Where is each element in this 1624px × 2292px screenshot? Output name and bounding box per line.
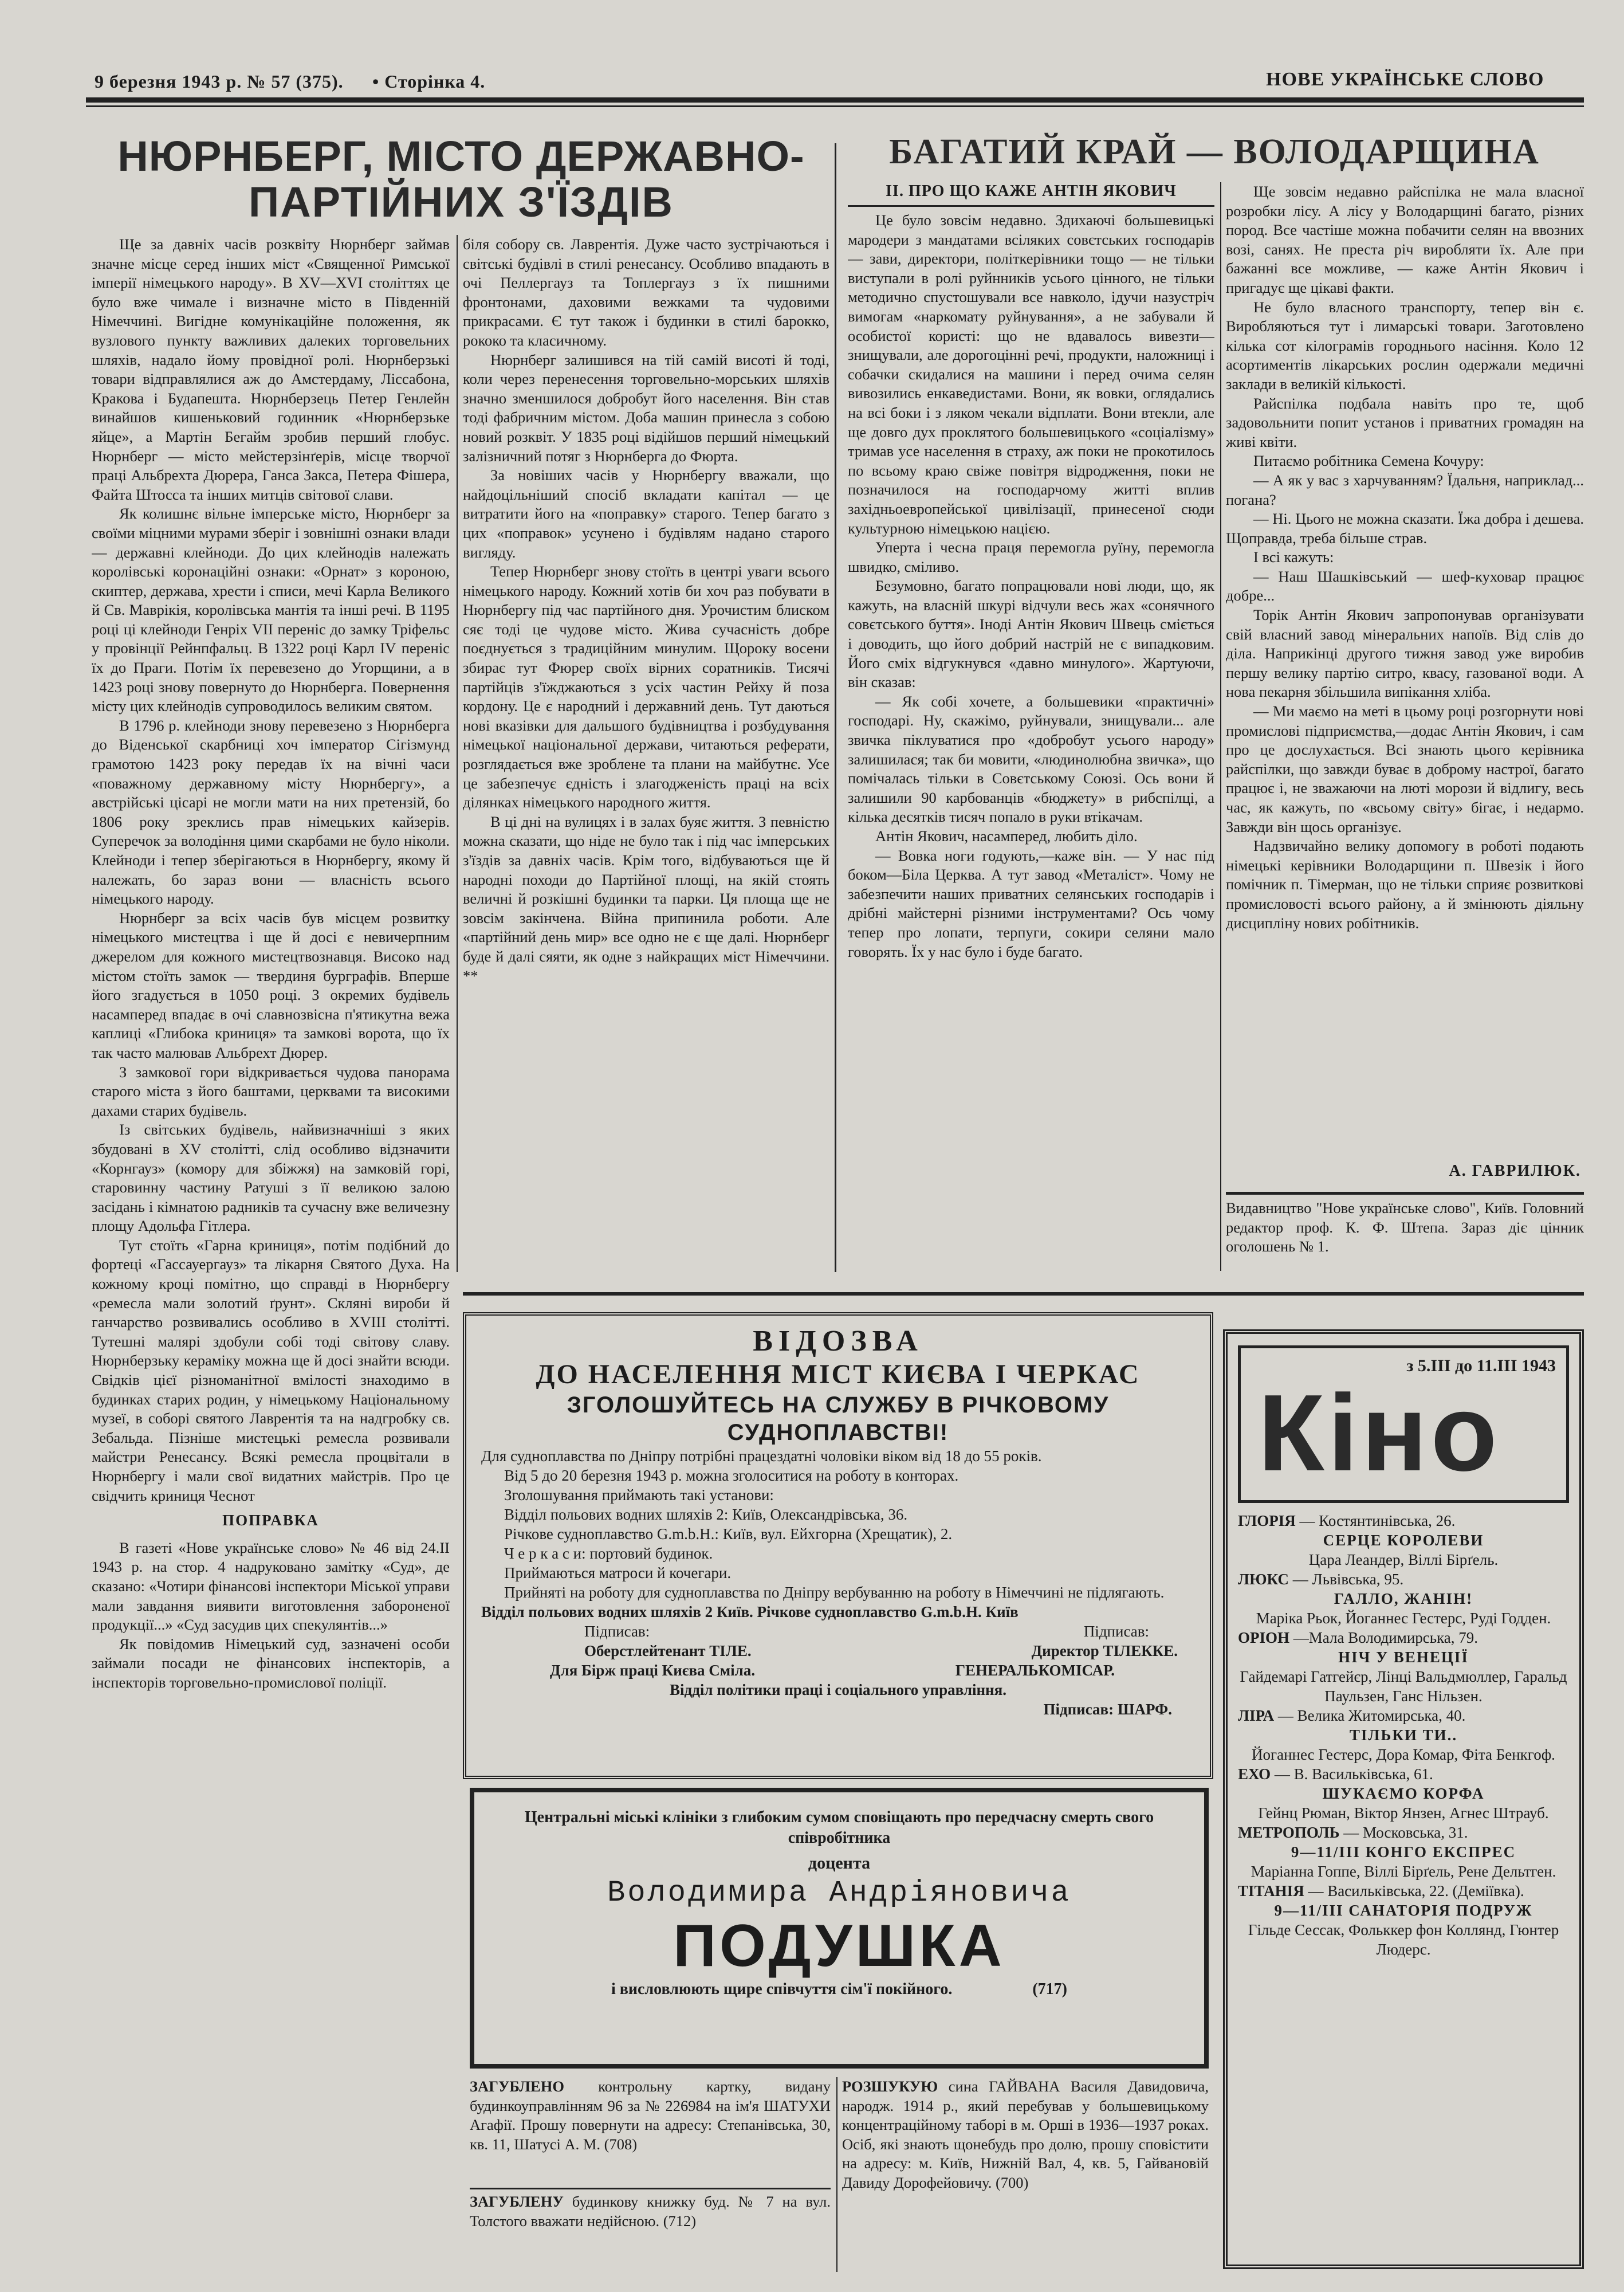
kino-actors-6: Гільде Сессак, Фольккер фон Коллянд, Гюнтер Людерс. [1248,1921,1559,1958]
a2c1-p4: Антін Якович, насамперед, любить діло. [875,827,1138,845]
procl-s4: Відділ політики праці і соціального управління. [670,1681,1006,1698]
a1c2-p3: Тепер Нюрнберг знову стоїть в центрі уваги всього німецького народу. Кожний хотів би хоч раз побувати в Нюрнбергу під час партійного дня. Урочистим блиском сяє тоді це чудове місто. Жива сучасність добре поєднується з традиційним минулим. Щороку восени збирає тут Фюрер своїх вірних соратників. Тисячі партійців з'їжджаються з усіх частин Рейху й поза кордону. Це є народний і державний день. Тут даються нові вказівки для дальшого будівництва і розбудування німецької національної держави, читаються реферати, розглядається вже зроблене та плани на майбутнє. Усе це забезпечує єдність і злагодженість праці на всіх ділянках німецького народного життя. [463,563,829,811]
a2c2-p7: — Наш Шашківський — шеф-куховар працює добре... [1226,567,1584,605]
a2c2-p1: Не було власного транспорту, тепер він є. Виробляються тут і лимарські товари. Заготовлено кілька сот кілограмів городнього насіння. Коло 12 асортиментів лікарських рослин одержали медичні заклади в великій кількості. [1226,298,1584,393]
publisher-note [1226,1199,1584,1257]
procl-s2b: Директор ТІЛЕККЕ. [1031,1642,1178,1659]
a2c2-p4: — А як у вас з харчуванням? Їдальня, наприклад... погана? [1226,471,1584,508]
procl-title4: СУДНОПЛАВСТВІ! [727,1420,949,1445]
a2c2-p3: Питаємо робітника Семена Кочуру: [1253,452,1484,470]
obituary-line1: Центральні міські клініки з глибоким сумом сповіщають про передчасну смерть свого співробітника [524,1808,1154,1847]
a1-col-divider [457,235,458,1272]
article2-column2 [1226,182,1584,1156]
kino-film-1: ГАЛЛО, ЖАНІН! [1334,1590,1473,1607]
a2c2-p0: Ще зовсім недавно райспілка не мала власної розробки лісу. А лісу у Володарщині багато, різних пород. Все частіше можна побачити селян на ввозних возі, санях. Не преста річ виробляти їх. Але при бажанні все можливе, — каже Антін Якович і пригадує ще цікаві факти. [1226,183,1584,296]
ad2-text [842,2077,1209,2193]
kino-addr-1: — Львівська, 95. [1292,1571,1404,1588]
ad-lost-book [470,2192,831,2231]
kino-place-6: ТІТАНІЯ [1238,1882,1304,1899]
obituary-name: Володимира Андріяновича [607,1876,1071,1910]
kino-actors-1: Маріка Рьок, Йоганнес Гестерс, Руді Годден. [1256,1610,1551,1627]
obituary-footer [503,1980,1175,1999]
procl-title1: ВІДОЗВА [753,1325,923,1357]
header-paper-name: НОВЕ УКРАЇНСЬКЕ СЛОВО [1266,69,1544,90]
article2-column1 [848,211,1214,1277]
article1-column2 [463,235,829,1278]
header-page-label: • Сторінка 4. [372,71,486,92]
kino-addr-3: — Велика Житомирська, 40. [1277,1707,1466,1724]
a1c1-p5: Із світських будівель, найвизначніші з яких збудовані в XV столітті, слід особливо відзначити «Корнгауз» (комору для збіжжя) на замковій горі, старовинну частину Ратуші з її великою залою засідань і кімнатою радників та сучасну вже величезну площу Адольфа Гітлера. [92,1121,450,1235]
a1c1-p4: З замкової гори відкривається чудова панорама старого міста з його баштами, церквами та високими дахами старих будівель. [92,1063,450,1119]
kino-logo: Кіно [1258,1372,1501,1494]
procl-l1: Для судноплавства по Дніпру потрібні працездатні чоловіки віком від 18 до 55 років. [481,1447,1042,1465]
kino-film-5: 9—11/III КОНГО ЕКСПРЕС [1291,1843,1516,1861]
kino-box [1223,1329,1584,2269]
obituary-box [470,1788,1209,2069]
publisher-rule [1226,1192,1584,1195]
obituary-line2: доцента [808,1854,871,1873]
a2c2-p10: Надзвичайно велику допомогу в роботі подають німецькі керівники Володарщини п. Швезік і його помічник п. Тімерман, що не тільки сприяє розвиткові промисловості всього району, а й змінюють діяльну дисципліну нових робітників. [1226,837,1584,932]
procl-l8: Прийняті на роботу для судноплавства по Дніпру вербуванню на роботу в Німеччині не підлягають. [504,1584,1165,1601]
article2-author: А. ГАВРИЛЮК. [1449,1162,1581,1180]
a1c2-p4: В ці дні на вулицях і в залах буяє життя. З певністю можна сказати, що ніде не було так і під час імперських з'їздів за давніх часів. Крім того, відбуваються ще й народні походи до Партійної площі, на якій стоять величні й розкішні будинки та парки. Ця площа ще не зовсім закінчена. Війна припинила роботи. Але «партійний день мир» все одно не є ще далі. Нюрнберг буде й далі сяяти, як одне з найкращих міст Німеччини. ** [463,813,829,984]
obituary-num: (717) [1032,1980,1067,1998]
proclamation-box [463,1312,1213,1779]
a2-col-divider [1220,182,1221,1271]
procl-l4: Відділ польових водних шляхів 2: Київ, Олександрівська, 36. [504,1506,908,1523]
procl-s2: Оберстлейтенант ТІЛЕ. [584,1642,752,1659]
kino-header [1238,1345,1569,1503]
correction-title: ПОПРАВКА [222,1512,319,1529]
ad2-body: сина ГАЙВАНА Василя Давидовича, народж. 1914 р., який перебував у большевицькому концентраційному таборі в м. Орші в 1936—1937 роках. Осіб, які знають щонебудь про долю, прошу сповістити на адресу: м. Київ, Нижній Вал, 4, кв. 5, Гайвановій Давиду Дорофейовичу. [842,2078,1209,2191]
a2-subtitle-rule [848,205,1214,207]
a2c2-p6: І всі кажуть: [1253,548,1334,566]
obituary-line3: і висловлюють щире співчуття сім'ї покійного. [611,1980,953,1998]
kino-entry-2 [1238,1628,1569,1706]
correction-p0: В газеті «Нове українське слово» № 46 від 24.II 1943 р. на стор. 4 надруковано замітку «Суд», де сказано: «Чотири фінансові інспектори Міської управи мали завдання виявити виготовлення забороненої продукції...» «Суд засудив цих спекулянтів...» [92,1539,450,1634]
a2c1-p2: Безумовно, багато попрацювали нові люди, що, як кажуть, на власній шкурі відчули весь жах «сонячного совєтського буття». Іноді Антін Якович Швець сміється і доводить, що його добрий настрій не є випадковим. Його сміх відгукнувся «давно минулого». Жартуючи, він сказав: [848,577,1214,691]
ads-top-rule [463,1292,1584,1296]
header-rule-thin [86,105,1584,107]
kino-dates: з 5.III до 11.III 1943 [1406,1356,1556,1375]
kino-actors-4: Гейнц Рюман, Віктор Янзен, Агнес Штрауб. [1258,1804,1549,1822]
ad0-head: ЗАГУБЛЕНО [470,2078,564,2095]
kino-actors-0: Цара Леандер, Віллі Бірґель. [1308,1551,1499,1568]
ad0-text [470,2077,831,2154]
kino-actors-5: Маріанна Гоппе, Віллі Бірґель, Рене Дельтген. [1251,1863,1556,1880]
ad1-head: ЗАГУБЛЕНУ [470,2193,564,2210]
a2c2-p5: — Ні. Цього не можна сказати. Їжа добра і дешева. Щоправда, треба більше страв. [1226,510,1584,547]
a1c1-p1: Як колишнє вільне імперське місто, Нюрнберг за своїми міцними мурами зберіг і зовнішні ознаки влади — державні клейноди. До цих клейнодів належать королівські коронаційні ознаки: «Орнат» з короною, скиптер, держава, хрести і списи, мечі Карла Великого й Св. Маврікія, королівська мантія та інші речі. В 1195 році ці клейноди Генріх VII переніс до замку Тріфельс у провінції Рейнпфальц. В 1322 році Карл IV переніс їх до Праги. Потім їх перевезено до Угорщини, а в 1423 році знову повернуто до Нюрнберга. Повернення місту цих клейнодів супроводилось великим святом. [92,505,450,715]
a1c2-p2: За новіших часів у Нюрнбергу вважали, що найдоцільніший спосіб вкладати капітал — це витратити його на «поправку» старого. Тепер багато з цих «поправок» усунено і будівлям надано старого вигляду. [463,466,829,561]
kino-list [1238,1511,1569,1959]
header-rule [86,97,1584,103]
a2c2-p2: Райспілка подбала навіть про те, щоб задовольнити попит установ і приватних громадян на живі квіти. [1226,394,1584,450]
ad0-num: (708) [604,2135,638,2153]
kino-film-4: ШУКАЄМО КОРФА [1322,1785,1485,1802]
ad1-text [470,2192,831,2231]
kino-film-2: НІЧ У ВЕНЕЦІЇ [1338,1649,1469,1666]
kino-entry-5 [1238,1823,1569,1881]
ad1-num: (712) [663,2212,697,2230]
procl-s1b: Підписав: [1083,1623,1149,1640]
procl-l7: Приймаються матроси й кочегари. [504,1564,732,1581]
procl-s3b: ГЕНЕРАЛЬКОМІСАР. [955,1662,1115,1679]
procl-l5: Річкове судноплавство G.m.b.H.: Київ, вул. Ейхгорна (Хрещатик), 2. [504,1525,953,1543]
procl-s1: Підписав: [584,1623,650,1640]
procl-title2: ДО НАСЕЛЕННЯ МІСТ КИЄВА І ЧЕРКАС [536,1359,1141,1390]
kino-place-3: ЛІРА [1238,1707,1275,1724]
a2c2-p8: Торік Антін Якович запропонував організувати свій власний завод мінеральних напоїв. Від слів до діла. Наприкінці другого тижня завод уже виробив першу велику партію ситро, квасу, газованої води. А нова пекарня збільшила випікання хліба. [1226,606,1584,701]
a1c1-p2: В 1796 р. клейноди знову перевезено з Нюрнберга до Віденської скарбниці хоч імператор Сігізмунд грамотою 1423 року передав їх на вічні часи «поважному державному місту Нюрнбергу», а австрійські цісарі не могли мати на них претензій, бо 1806 року зреклись прав німецьких кайзерів. Суперечок за володіння цими скарбами не було ніколи. Клейноди і тепер зберігаються в Нюрнбергу, якому й належать, бо зараз вони — власність всього німецького народу. [92,716,450,908]
kino-place-5: МЕТРОПОЛЬ [1238,1824,1340,1841]
ad-sep [470,2188,831,2189]
ads-col-divider [836,2077,837,2272]
article2-title: БАГАТИЙ КРАЙ — ВОЛОДАРЩИНА [889,132,1540,171]
kino-place-0: ГЛОРІЯ [1238,1512,1296,1529]
obituary-surname: ПОДУШКА [673,1913,1005,1979]
procl-sign-row3 [481,1661,1195,1680]
kino-entry-6 [1238,1881,1569,1959]
kino-addr-0: — Костянтинівська, 26. [1299,1512,1456,1529]
ad2-num: (700) [995,2173,1029,2191]
a1c2-p0: біля собору св. Лаврентія. Дуже часто зустрічаються і світські будівлі в стилі ренесансу. Особливо впадають в очі Пеллергауз та Топлергауз з їх пишними фронтонами, даховими вежками та чудовими прикрасами. Є тут також і будинки в стилі барокко, рококо та класичному. [463,236,829,349]
a2c1-p1: Уперта і чесна праця перемогла руїну, перемогла швидко, сміливо. [848,539,1214,575]
procl-l6: Ч е р к а с и: портовий будинок. [504,1545,713,1562]
ad-lost-card [470,2077,831,2154]
kino-film-3: ТІЛЬКИ ТИ.. [1349,1726,1458,1744]
kino-addr-6: — Васильківська, 22. (Деміївка). [1308,1882,1524,1899]
kino-actors-2: Гайдемарі Гатгейєр, Лінці Вальдмюллер, Гаральд Паульзен, Ганс Нільзен. [1240,1668,1567,1705]
a1c2-p1: Нюрнберг залишився на тій самій висоті й тоді, коли через перенесення торговельно-морських шляхів значно зменшилося добробут його населення. Він став тоді фабричним містом. Доба машин принесла з собою новий розквіт. У 1835 році відійшов перший німецький залізничний потяг з Нюрнберга до Фюрта. [463,351,829,465]
ad2-head: РОЗШУКУЮ [842,2078,938,2095]
a2c1-p3: — Як собі хочете, а большевики «практичні» господарі. Ну, скажімо, руйнували, знищували... але звичка піклуватися про «добробут усього народу» залишилася; так би мовити, «людинолюбна звичка», що помічалась тільки в Совєтському Союзі. Ось вони й залишили 90 карбованців «бюджету» в рибспілці, а кілька десятків тисяч попало в руки втікачам. [848,692,1214,826]
a1c1-p0: Ще за давніх часів розквіту Нюрнберг займав значне місце серед інших міст «Священної Римської імперії німецького народу». В XV—XVI століттях це було вже чимале і визначне місто в Південній Німеччині. Вигідне комунікаційне положення, як вузлового пункту важливих далеких торговельних шляхів, надало йому провідної ролі. Нюрнберзькі товари відправлялися аж до Амстердаму, Ліссабона, Кракова і Будапешта. Нюрнберзець Петер Генлейн винайшов кишеньковий годинник «Нюрнберзьке яйце», а Мартін Бегайм зробив перший глобус. Нюрнберг — місто мейстерзінґерів, місце творчої праці Альбрехта Дюрера, Ганса Закса, Петера Фішера, Файта Штосса та інших митців світової слави. [92,236,450,503]
a1c1-p6: Тут стоїть «Гарна криниця», потім подібний до фортеці «Гассауергауз» та лікарня Святого Духа. На кожному кроці помітно, що справді в Нюрнбергу «ремесла мали золотий ґрунт». Скляні вироби й ганчарство розвивались особливо в XVIII столітті. Тутешні малярі здобули собі тоді світову славу. Нюрнберзьку кераміку можна ще й досі знайти всюди. Свідків цієї різноманітної вмілості знаходимо в будинках старих родин, у німецькому Національному музеї, в соборі святого Лаврентія та на надгробку св. Зебальда. Пізніше мистецькі ремесла розвивали майстри Ренесансу. Всякі ремесла процвітали в Нюрнбергу і мали свої видатних майстрів. Про це свідчить криниця Чеснот [92,1236,450,1504]
kino-place-4: ЕХО [1238,1765,1271,1783]
kino-entry-4 [1238,1764,1569,1823]
kino-addr-4: — В. Васильківська, 61. [1274,1765,1433,1783]
article1-title-line2: ПАРТІЙНИХ З'ЇЗДІВ [249,178,674,226]
article2-subtitle: II. ПРО ЩО КАЖЕ АНТІН ЯКОВИЧ [886,182,1177,200]
kino-addr-2: —Мала Володимирська, 79. [1293,1629,1478,1646]
a1c1-p3: Нюрнберг за всіх часів був місцем розвитку німецького мистецтва і ще й досі є невичерпним джерелом для кожного мистецтвознавця. Високо над містом стоїть замок — твердиня бурграфів. Вперше його згадується в 1050 році. З окремих будівель насамперед впадає в очі славнозвісна п'ятикутна вежа каплиці «Глибока криниця» та замкові ворота, що їх так часто малював Альбрехт Дюрер. [92,909,450,1061]
ad1-body: будинкову книжку буд. № 7 на вул. Толстого вважати недійсною. [470,2193,831,2230]
a2c2-p9: — Ми маємо на меті в цьому році розгорнути нові промислові підприємства,—додає Антін Якович, і сам про це дослухається. Всі знають цього керівника райспілки, що завжди буває в доброму настрої, багато працює і, не зважаючи на люті морози й відлигу, весь час, як кажуть, по «всьому світу» бігає, і недармо. Завжди він щось організує. [1226,702,1584,835]
article1-title-line1: НЮРНБЕРГ, МІСТО ДЕРЖАВНО- [117,132,805,180]
procl-l9: Відділ польових водних шляхів 2 Київ. Річкове судноплавство G.m.b.H. Київ [481,1603,1019,1620]
kino-addr-5: — Московська, 31. [1343,1824,1468,1841]
procl-s5: Підписав: ШАРФ. [1043,1701,1172,1718]
kino-entry-1 [1238,1569,1569,1628]
header-date: 9 березня 1943 р. № 57 (375). [95,71,344,92]
ad-search [842,2077,1209,2193]
procl-sign-row1 [481,1622,1195,1641]
article1-column1 [92,235,450,2275]
kino-place-1: ЛЮКС [1238,1571,1289,1588]
vertical-divider [835,143,836,1272]
procl-s3: Для Бірж праці Києва Сміла. [550,1662,756,1679]
a2c1-p0: Це було зовсім недавно. Здихаючі большевицькі мародери з мандатами всіляких совєтських господарів — зави, директори, політкерівники тощо — не тільки виступали в ролі руйнників усього цінного, не тільки методично спустошували все навколо, ідучи назустріч вимогам «наркомату руйнування», а не забували й особистої користі: що не вдавалось вивезти—знищували, але дорогоцінні речі, продукти, наложниці і собачки скидалися на машини і перед очима селян вивозились енкаведистами. Вони, як вовки, оглядались на всі боки і з ляком чекали відплати. Вони втекли, але ще довго дух проклятого большевицького «соціалізму» тримав усе населення в страху, аж поки не прокотилось по всьому краю свіже повітря відродження, поки не позначилося на господарчому житті вплив західньоевропейської цивілізації, принесеної сюди культурною німецькою нацією. [848,211,1214,537]
procl-l2: Від 5 до 20 березня 1943 р. можна зголоситися на роботу в конторах. [504,1467,959,1484]
a2c1-p5: — Вовка ноги годують,—каже він. — У нас під боком—Біла Церква. А тут завод «Металіст». Чому не забезпечити наших приватних селянських господарів і дрібні майстерні різними інструментами? Ось чому тепер про лопати, терпуги, сокири селяни мало говорять. Їх у нас було і буде багато. [848,846,1214,960]
kino-film-0: СЕРЦЕ КОРОЛЕВИ [1323,1532,1484,1549]
publisher-note-text: Видавництво "Нове українське слово", Київ. Головний редактор проф. К. Ф. Штепа. Зараз діє цінник оголошень № 1. [1226,1199,1584,1255]
kino-entry-3 [1238,1706,1569,1764]
procl-title3: ЗГОЛОШУЙТЕСЬ НА СЛУЖБУ В РІЧКОВОМУ [567,1392,1110,1418]
kino-film-6: 9—11/III САНАТОРІЯ ПОДРУЖ [1274,1902,1533,1919]
ad0-body: контрольну картку, видану будинкоуправлінням 96 за № 226984 на ім'я ШАТУХИ Агафії. Прошу повернути на адресу: Степанівська, 30, кв. 11, Шатусі А. М. [470,2078,831,2153]
kino-actors-3: Йоганнес Гестерс, Дора Комар, Фіта Бенкгоф. [1252,1746,1555,1763]
kino-place-2: ОРІОН [1238,1629,1290,1646]
kino-entry-0 [1238,1511,1569,1569]
procl-sign-row2 [481,1641,1195,1661]
correction-p1: Як повідомив Німецький суд, зазначені особи займали посади не фінансових інспекторів, а інспекторів торговельно-промислової поліції. [92,1635,450,1691]
procl-l3: Зголошування приймають такі установи: [504,1486,774,1504]
